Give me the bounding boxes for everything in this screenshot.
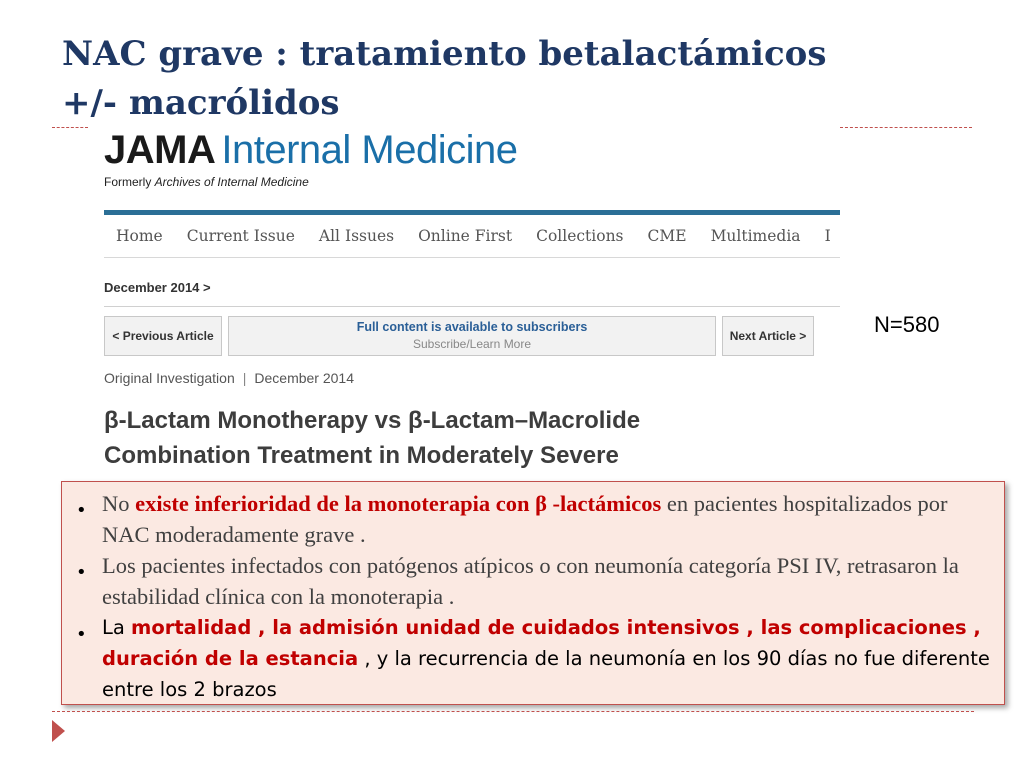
jama-logo-subtitle: Internal Medicine — [221, 128, 518, 172]
article-meta — [104, 370, 354, 386]
meta-separator: | — [242, 370, 247, 386]
subscription-banner-message: Full content is available to subscribers — [356, 320, 588, 334]
finding-1-highlight: existe inferioridad de la monoterapia con β -lactámicos — [135, 491, 662, 516]
article-title-line1: β-Lactam Monotherapy vs β-Lactam–Macrolide — [104, 407, 641, 434]
jama-logo-text: JAMA — [104, 128, 216, 172]
jama-nav-item[interactable]: Home — [116, 227, 163, 245]
finding-3-highlight: mortalidad , la admisión unidad de cuidados intensivos , las complicaciones , duración de la estancia — [102, 616, 981, 670]
finding-item-1 — [70, 488, 990, 550]
findings-box — [61, 481, 1005, 705]
jama-nav-item[interactable]: Online First — [418, 227, 513, 245]
article-title-line2: Combination Treatment in Moderately Severe — [104, 442, 619, 469]
slide-title — [62, 30, 962, 128]
finding-3-pre: La — [102, 616, 132, 639]
jama-nav-item[interactable]: All Issues — [318, 227, 395, 245]
next-article-button[interactable]: Next Article > — [722, 316, 814, 356]
jama-formerly-prefix: Formerly — [104, 175, 155, 189]
article-title — [104, 403, 840, 473]
jama-formerly-journal: Archives of Internal Medicine — [154, 175, 309, 189]
previous-article-button[interactable]: < Previous Article — [104, 316, 222, 356]
decorative-dashed-line-top-right — [840, 127, 972, 128]
jama-nav-item[interactable]: CME — [647, 227, 687, 245]
article-date: December 2014 — [254, 370, 355, 386]
slide-title-line1: NAC grave : tratamiento betalactámicos — [62, 34, 827, 74]
finding-3-post: , y la recurrencia de la neumonía en los 90 días no fue diferente entre los 2 brazos — [102, 647, 990, 701]
bullet-icon: • — [76, 624, 87, 645]
sample-size-label: N=580 — [874, 312, 940, 337]
jama-nav-item[interactable]: Multimedia — [710, 227, 801, 245]
subscription-banner[interactable] — [228, 316, 716, 356]
issue-breadcrumb[interactable]: December 2014 > — [104, 280, 211, 295]
jama-formerly-note — [104, 175, 309, 189]
bullet-icon: • — [76, 562, 87, 583]
findings-list — [70, 488, 990, 705]
jama-nav-item[interactable]: Current Issue — [186, 227, 295, 245]
finding-item-2 — [70, 550, 990, 612]
jama-article-screenshot — [104, 128, 840, 480]
decorative-dashed-line-bottom — [52, 711, 974, 712]
jama-nav-bar — [104, 215, 840, 258]
finding-1-pre: No — [102, 491, 136, 516]
decorative-dashed-line-top-left — [52, 127, 88, 128]
bullet-icon: • — [76, 500, 87, 521]
jama-logo — [104, 128, 517, 173]
finding-1-post: en pacientes hospitalizados por NAC moderadamente grave . — [102, 491, 948, 547]
triangle-arrow-icon — [52, 720, 65, 742]
finding-2-text: Los pacientes infectados con patógenos atípicos o con neumonía categoría PSI IV, retrasaron la estabilidad clínica con la monoterapia . — [102, 553, 959, 609]
subscribe-learn-more-link[interactable]: Subscribe/Learn More — [412, 337, 532, 351]
jama-nav-item[interactable]: Collections — [536, 227, 624, 245]
finding-item-3 — [70, 612, 990, 705]
article-type: Original Investigation — [104, 370, 235, 386]
jama-nav-item[interactable]: I — [824, 227, 831, 245]
divider — [104, 306, 840, 307]
slide-title-line2: +/- macrólidos — [62, 83, 340, 123]
